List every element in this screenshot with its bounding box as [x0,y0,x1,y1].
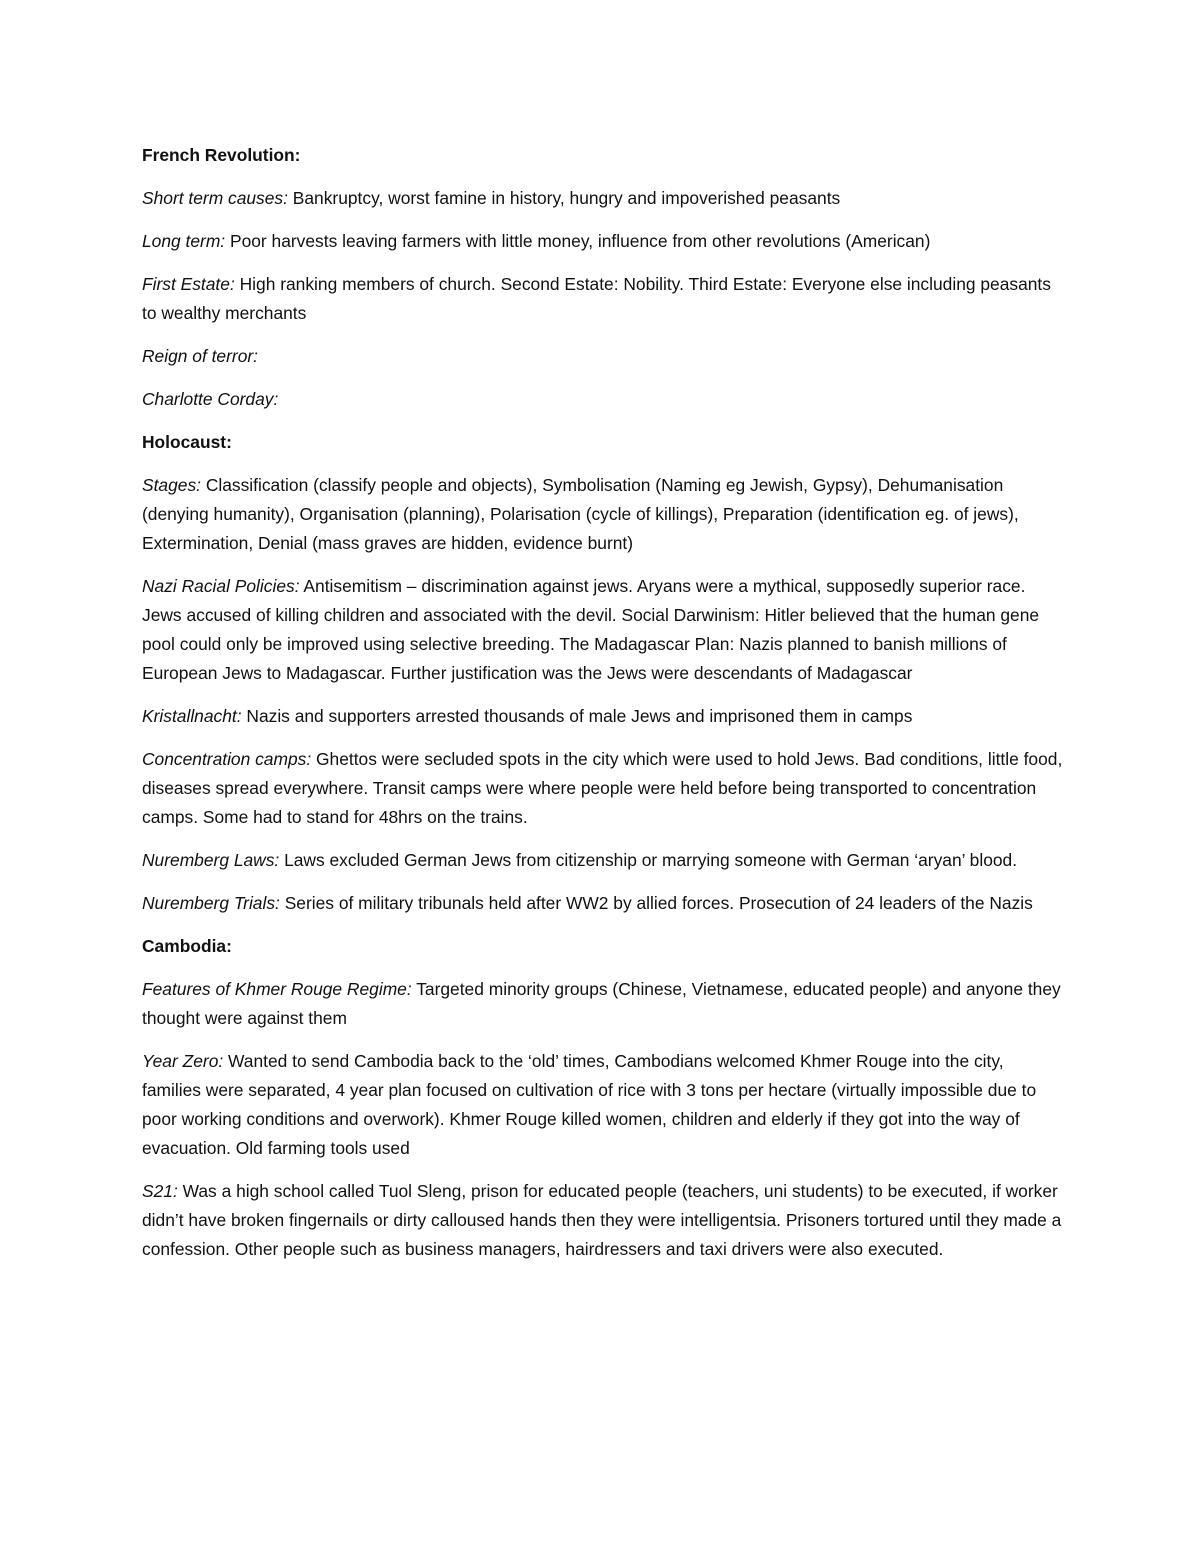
entry-text: Was a high school called Tuol Sleng, prison for educated people (teachers, uni students) to be executed, if worker didn’t have broken fingernails or dirty calloused hands then they were intelligentsia. Prisoners tortured until they made a confession. Other people such as business managers, hairdressers and taxi drivers were also executed. [142,1181,1062,1259]
entry-term: Nuremberg Trials: [142,893,280,913]
entry-long-term [142,227,1067,256]
entry-text: Laws excluded German Jews from citizenship or marrying someone with German ‘aryan’ blood. [279,850,1018,870]
entry-text: Antisemitism – discrimination against jews. Aryans were a mythical, supposedly superior race. Jews accused of killing children and associated with the devil. Social Darwinism: Hitler believed that the human gene pool could only be improved using selective breeding. The Madagascar Plan: Nazis planned to banish millions of European Jews to Madagascar. Further justification was the Jews were descendants of Madagascar [142,576,1040,683]
section-heading-holocaust: Holocaust: [142,432,232,452]
section-heading-french-revolution: French Revolution: [142,145,301,165]
entry-nuremberg-laws [142,846,1067,875]
entry-text: Wanted to send Cambodia back to the ‘old’ times, Cambodians welcomed Khmer Rouge into the city, families were separated, 4 year plan focused on cultivation of rice with 3 tons per hectare (virtually impossible due to poor working conditions and overwork). Khmer Rouge killed women, children and elderly if they got into the way of evacuation. Old farming tools used [142,1051,1037,1158]
entry-term: S21: [142,1181,178,1201]
entry-term: Nuremberg Laws: [142,850,280,870]
entry-text: Ghettos were secluded spots in the city which were used to hold Jews. Bad conditions, little food, diseases spread everywhere. Transit camps were where people were held before being transported to concentration camps. Some had to stand for 48hrs on the trains. [142,749,1063,827]
entry-features-of-khmer-rouge-regime [142,975,1067,1033]
entry-nazi-racial-policies [142,572,1067,688]
entry-term: Short term causes: [142,188,288,208]
section-heading-cambodia: Cambodia: [142,936,232,956]
entry-term: Concentration camps: [142,749,312,769]
entry-short-term-causes [142,184,1067,213]
entry-kristallnacht [142,702,1067,731]
entry-concentration-camps [142,745,1067,832]
entry-text: Nazis and supporters arrested thousands of male Jews and imprisoned them in camps [241,706,913,726]
entry-term: Stages: [142,475,201,495]
entry-term: Kristallnacht: [142,706,242,726]
entry-text: High ranking members of church. Second Estate: Nobility. Third Estate: Everyone else including peasants to wealthy merchants [142,274,1051,323]
entry-term: Features of Khmer Rouge Regime: [142,979,412,999]
entry-s21 [142,1177,1067,1264]
entry-term: Nazi Racial Policies: [142,576,300,596]
entry-stages [142,471,1067,558]
document-page [142,141,1067,1278]
entry-text: Bankruptcy, worst famine in history, hungry and impoverished peasants [287,188,841,208]
entry-charlotte-corday [142,385,1067,414]
entry-term: Reign of terror: [142,346,258,366]
entry-reign-of-terror [142,342,1067,371]
entry-year-zero [142,1047,1067,1163]
entry-text: Targeted minority groups (Chinese, Vietnamese, educated people) and anyone they thought were against them [142,979,1061,1028]
entry-text: Classification (classify people and objects), Symbolisation (Naming eg Jewish, Gypsy), Dehumanisation (denying humanity), Organisation (planning), Polarisation (cycle of killings), Preparation (identification eg. of jews), Extermination, Denial (mass graves are hidden, evidence burnt) [142,475,1019,553]
entry-term: Charlotte Corday: [142,389,279,409]
entry-first-estate [142,270,1067,328]
entry-text: Poor harvests leaving farmers with little money, influence from other revolutions (American) [225,231,931,251]
entry-text: Series of military tribunals held after WW2 by allied forces. Prosecution of 24 leaders of the Nazis [279,893,1033,913]
entry-term: Year Zero: [142,1051,224,1071]
entry-term: First Estate: [142,274,235,294]
entry-term: Long term: [142,231,226,251]
entry-nuremberg-trials [142,889,1067,918]
